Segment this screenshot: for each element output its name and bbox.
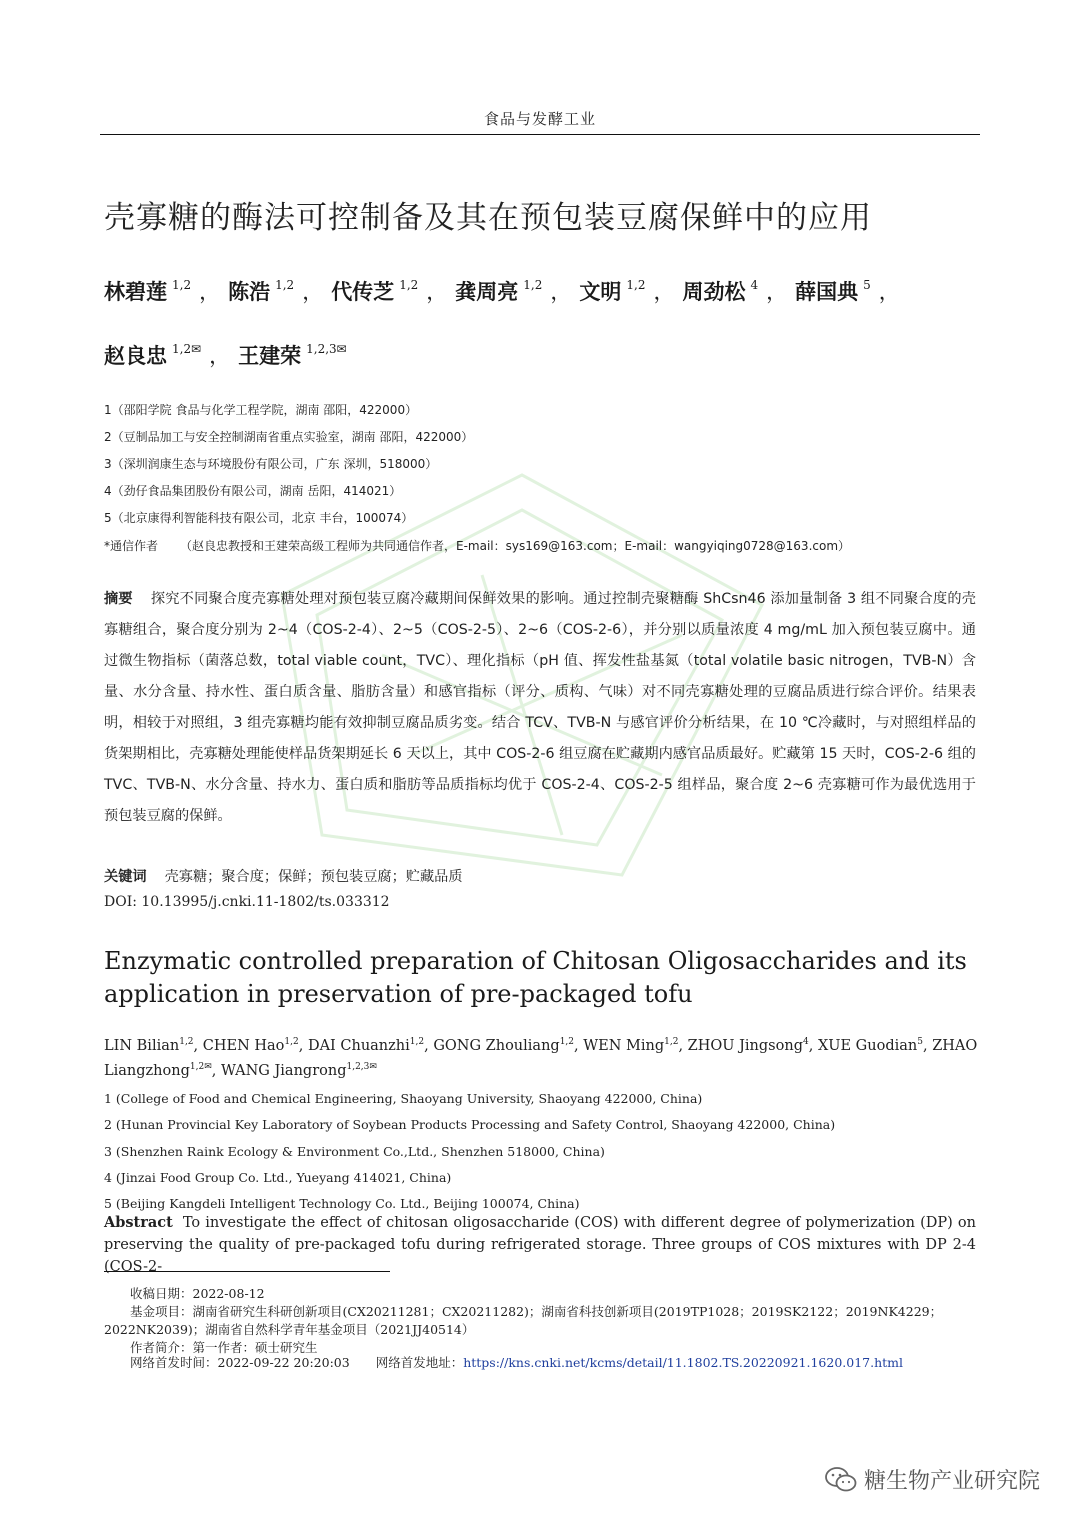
journal-name: 食品与发酵工业 — [483, 110, 596, 128]
author-cn: 薛国典 $^5$ — [795, 278, 871, 304]
abstract-en — [104, 1212, 976, 1278]
article-title-en: Enzymatic controlled preparation of Chitosan Oligosaccharides and its application in preservation of pre-packaged tofu — [104, 947, 967, 1008]
author-cn: 林碧莲 $^{1,2}$ — [104, 278, 192, 304]
abstract-cn-label: 摘要 — [104, 591, 133, 607]
abstract-cn-text: 探究不同聚合度壳寡糖处理对预包装豆腐冷藏期间保鲜效果的影响。通过控制壳聚糖酶 ShCsn46 添加量制备 3 组不同聚合度的壳寡糖组合，聚合度分别为 2~4（COS-2-4）、2~5（COS-2-5）、2~6（COS-2-6），并分别以质量浓度 4 mg/mL 加入预包装豆腐中。通过微生物指标（菌落总数，total viable count，TVC）、理化指标（pH 值、挥发性盐基氮（total volatile basic nitrogen，TVB-N）含量、水分含量、持水性、蛋白质含量、脂肪含量）和感官指标（评分、质构、气味）对不同壳寡糖处理的豆腐品质进行综合评价。结果表明，相较于对照组，3 组壳寡糖均能有效抑制豆腐品质劣变。结合 TCV、TVB-N 与感官评价分析结果，在 10 ℃冷藏时，与对照组样品的货架期相比，壳寡糖处理能使样品货架期延长 6 天以上，其中 COS-2-6 组豆腐在贮藏期内感官品质最好。贮藏第 15 天时，COS-2-6 组的 TVC、TVB-N、水分含量、持水力、蛋白质和脂肪等品质指标均优于 COS-2-4、COS-2-5 组样品，聚合度 2~6 壳寡糖可作为最优选用于预包装豆腐的保鲜。 — [104, 591, 976, 824]
abstract-cn — [104, 584, 976, 832]
affiliation-cn: 5（北京康得利智能科技有限公司，北京 丰台，100074） — [104, 511, 414, 525]
affiliation-en: 2 (Hunan Provincial Key Laboratory of Soybean Products Processing and Safety Control, Shaoyang 422000, China) — [104, 1117, 836, 1132]
article-title-cn: 壳寡糖的酶法可控制备及其在预包装豆腐保鲜中的应用 — [104, 200, 872, 236]
authors-cn-line2: 赵良忠 $^{1,2✉}$ ， 王建荣 $^{1,2,3✉}$ — [104, 342, 347, 368]
author-cn: 代传芝 $^{1,2}$ — [331, 278, 419, 304]
footnote-rule — [104, 1271, 390, 1272]
affiliation-cn: 1（邵阳学院 食品与化学工程学院，湖南 邵阳，422000） — [104, 403, 418, 417]
corresponding-author-cn: *通信作者 （赵良忠教授和王建荣高级工程师为共同通信作者，E-mail：sys169@163.com；E-mail：wangyiqing0728@163.com） — [104, 539, 851, 553]
affiliation-en: 3 (Shenzhen Raink Ecology & Environment Co.,Ltd., Shenzhen 518000, China) — [104, 1144, 605, 1159]
authors-cn-line1: 林碧莲 $^{1,2}$ ， 陈浩 $^{1,2}$ ， 代传芝 $^{1,2}$ ， 龚周亮 $^{1,2}$ ， 文明 $^{1,2}$ ， 周劲松 $^4$ ， 薛国典 $^5$ ， — [104, 278, 900, 304]
publish-url-link[interactable]: https://kns.cnki.net/kcms/detail/11.1802.TS.20220921.1620.017.html — [463, 1355, 904, 1370]
affiliation-cn: 2（豆制品加工与安全控制湖南省重点实验室，湖南 邵阳，422000） — [104, 430, 474, 444]
authors-en: LIN Bilian$^{1,2}$, CHEN Hao$^{1,2}$, DAI Chuanzhi$^{1,2}$, GONG Zhouliang$^{1,2}$, WEN Ming$^{1,2}$, ZHOU Jingsong$^4$, XUE Guodian$^5$, ZHAO Liangzhong$^{1,2✉}$, WANG Jiangrong$^{1,2,3✉}$ — [104, 1037, 978, 1079]
doi[interactable]: DOI: 10.13995/j.cnki.11-1802/ts.033312 — [104, 894, 390, 910]
abstract-en-label: Abstract — [104, 1214, 173, 1231]
affiliation-cn: 4（劲仔食品集团股份有限公司，湖南 岳阳，414021） — [104, 484, 402, 498]
affiliation-en: 5 (Beijing Kangdeli Intelligent Technology Co. Ltd., Beijing 100074, China) — [104, 1196, 580, 1211]
wechat-icon — [824, 1466, 858, 1494]
header-rule — [100, 134, 980, 135]
wechat-watermark — [824, 1464, 1040, 1495]
author-cn: 陈浩 $^{1,2}$ — [228, 278, 295, 304]
footnote-fund: 基金项目：湖南省研究生科研创新项目(CX20211281；CX20211282)；湖南省科技创新项目(2019TP1028；2019SK2122；2019NK4229； — [130, 1304, 943, 1319]
footnote-publish — [130, 1355, 980, 1371]
author-cn: 龚周亮 $^{1,2}$ — [455, 278, 543, 304]
watermark-text: 糖生物产业研究院 — [863, 1469, 1040, 1494]
abstract-en-text: To investigate the effect of chitosan oligosaccharide (COS) with different degree of polymerization (DP) on preserving the quality of pre-packaged tofu during refrigerated storage. Three groups of COS mixtures with DP 2-4 (COS-2- — [104, 1215, 976, 1275]
author-cn: 王建荣 $^{1,2,3✉}$ — [238, 342, 347, 368]
footnote-fund-cont: 2022NK2039)；湖南省自然科学青年基金项目（2021JJ40514） — [104, 1322, 475, 1337]
keywords-cn: 关键词 壳寡糖；聚合度；保鲜；预包装豆腐；贮藏品质 — [104, 869, 463, 885]
author-cn: 周劲松 $^4$ — [682, 278, 759, 304]
publish-addr-label: 网络首发地址： — [375, 1355, 464, 1370]
affiliation-en: 4 (Jinzai Food Group Co. Ltd., Yueyang 414021, China) — [104, 1170, 452, 1185]
author-cn: 文明 $^{1,2}$ — [579, 278, 646, 304]
author-cn: 赵良忠 $^{1,2✉}$ — [104, 342, 202, 368]
affiliation-en: 1 (College of Food and Chemical Engineering, Shaoyang University, Shaoyang 422000, China) — [104, 1091, 703, 1106]
affiliation-cn: 3（深圳润康生态与环境股份有限公司，广东 深圳，518000） — [104, 457, 438, 471]
footnote-received: 收稿日期：2022-08-12 — [130, 1286, 265, 1301]
publish-time: 网络首发时间：2022-09-22 20:20:03 — [130, 1355, 350, 1370]
footnote-author: 作者简介：第一作者：硕士研究生 — [130, 1340, 318, 1355]
